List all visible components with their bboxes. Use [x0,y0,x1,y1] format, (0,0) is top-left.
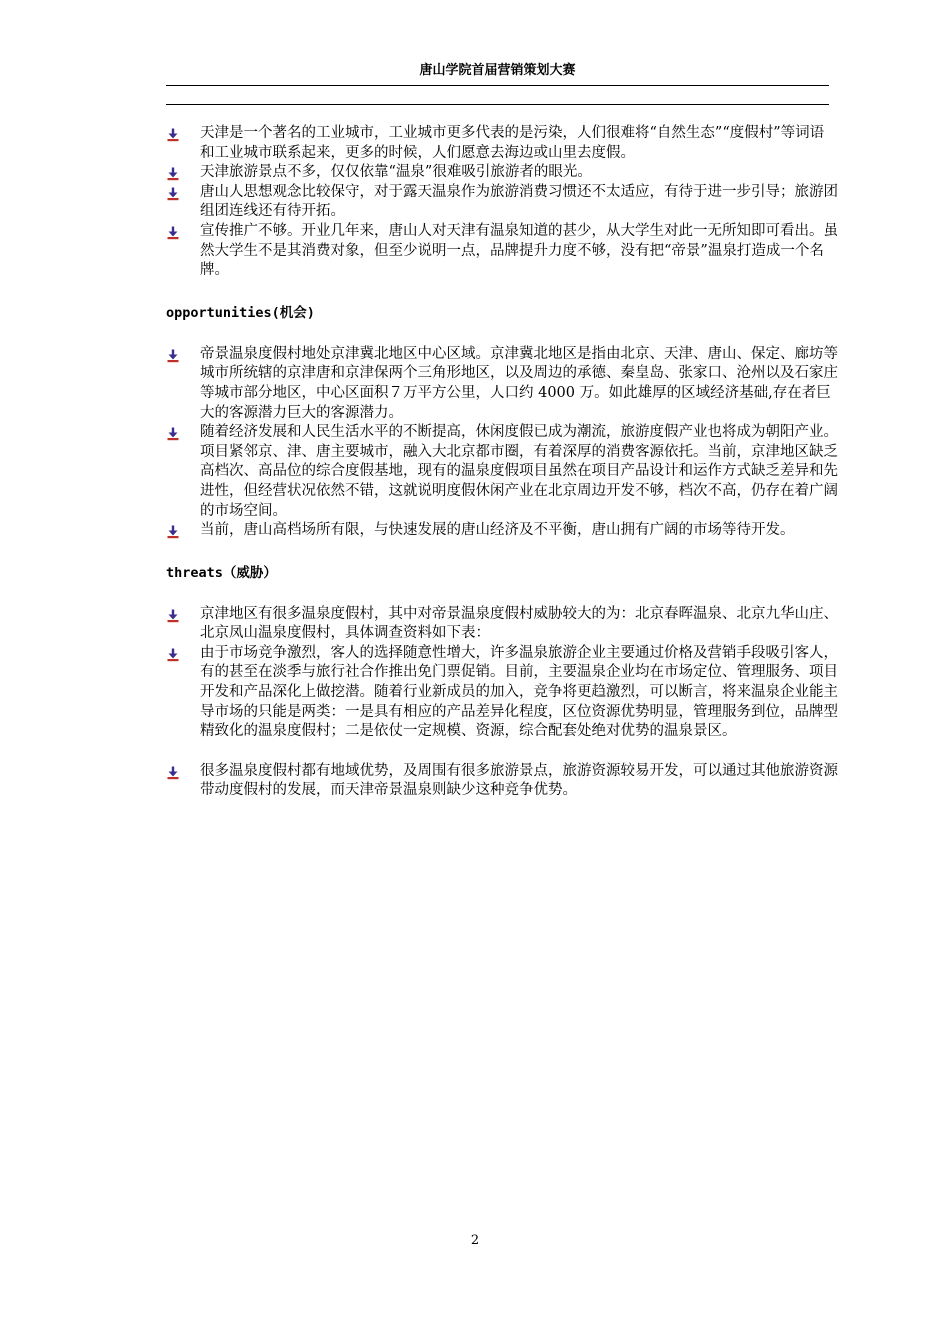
threats-list [166,605,838,742]
opportunities-list [166,345,838,541]
page-number: 2 [470,1233,480,1248]
arrow-bullet-icon [166,187,180,201]
threats-list-continued [166,762,838,801]
arrow-bullet-icon [166,766,180,780]
arrow-bullet-icon [166,609,180,623]
list-item: 随着经济发展和人民生活水平的不断提高，休闲度假已成为潮流，旅游度假产业也将成为朝阳产业。项目紧邻京、津、唐主要城市，融入大北京都市圈，有着深厚的消费客源依托。当前，京津地区缺乏高档次、高品位的综合度假基地，现有的温泉度假项目虽然在项目产品设计和运作方式缺乏差异和先进性，但经营状况依然不错，这就说明度假休闲产业在北京周边开发不够，档次不高，仍存在着广阔的市场空间。 [166,423,838,521]
arrow-bullet-icon [166,128,180,142]
header-title: 唐山学院首届营销策划大赛 [419,63,576,78]
list-item: 由于市场竞争激烈，客人的选择随意性增大，许多温泉旅游企业主要通过价格及营销手段吸引客人，有的甚至在淡季与旅行社合作推出免门票促销。目前，主要温泉企业均在市场定位、管理服务、项目开发和产品深化上做挖潜。随着行业新成员的加入，竞争将更趋激烈，可以断言，将来温泉企业能主导市场的只能是两类：一是具有相应的产品差异化程度，区位资源优势明显，管理服务到位，品牌型精致化的温泉度假村；二是依仗一定规模、资源，综合配套处绝对优势的温泉景区。 [166,644,838,742]
list-item: 宣传推广不够。开业几年来，唐山人对天津有温泉知道的甚少，从大学生对此一无所知即可看出。虽然大学生不是其消费对象，但至少说明一点，品牌提升力度不够，没有把“帝景”温泉打造成一个名牌。 [166,222,838,281]
list-item: 天津是一个著名的工业城市，工业城市更多代表的是污染，人们很难将“自然生态”“度假村”等词语和工业城市联系起来，更多的时候，人们愿意去海边或山里去度假。 [166,124,838,163]
arrow-bullet-icon [166,427,180,441]
arrow-bullet-icon [166,226,180,240]
section-heading-threats: threats（威胁） [166,564,277,581]
page-header [166,60,829,82]
list-item: 很多温泉度假村都有地域优势，及周围有很多旅游景点，旅游资源较易开发，可以通过其他旅游资源带动度假村的发展，而天津帝景温泉则缺少这种竞争优势。 [166,762,838,801]
weaknesses-list [166,124,838,281]
list-item: 当前，唐山高档场所有限，与快速发展的唐山经济及不平衡，唐山拥有广阔的市场等待开发。 [166,521,838,541]
document-body [166,124,838,801]
arrow-bullet-icon [166,167,180,181]
arrow-bullet-icon [166,349,180,363]
list-item: 京津地区有很多温泉度假村，其中对帝景温泉度假村威胁较大的为：北京春晖温泉、北京九华山庄、北京凤山温泉度假村，具体调查资料如下表： [166,605,838,644]
arrow-bullet-icon [166,525,180,539]
list-item: 唐山人思想观念比较保守，对于露天温泉作为旅游消费习惯还不太适应，有待于进一步引导；旅游团组团连线还有待开拓。 [166,183,838,222]
arrow-bullet-icon [166,648,180,662]
header-rule-top [166,85,829,86]
list-item: 帝景温泉度假村地处京津冀北地区中心区域。京津冀北地区是指由北京、天津、唐山、保定、廊坊等城市所统辖的京津唐和京津保两个三角形地区，以及周边的承德、秦皇岛、张家口、沧州以及石家庄等城市部分地区，中心区面积７万平方公里，人口约 4000 万。如此雄厚的区域经济基础,存在者巨大的客源潜力巨大的客源潜力。 [166,345,838,423]
list-item: 天津旅游景点不多，仅仅依靠“温泉”很难吸引旅游者的眼光。 [166,163,838,183]
section-heading-opportunities: opportunities(机会) [166,304,315,321]
header-rule-bottom [166,104,829,105]
